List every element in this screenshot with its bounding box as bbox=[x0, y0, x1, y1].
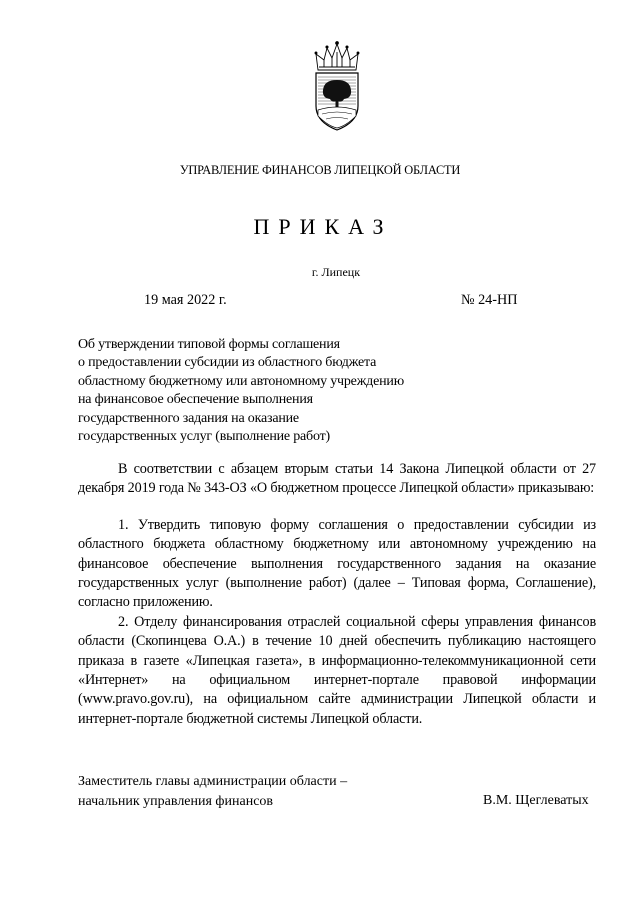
signatory-title bbox=[78, 772, 438, 811]
order-item-2: 2. Отделу финансирования отраслей социальной сферы управления финансов области (Скопинцева О.А.) в течение 10 дней обеспечить публикацию настоящего приказа в газете «Липецкая газета», в информационно-телекоммуникационной сети «Интернет» на официальном интернет-портале правовой информации (www.pravo.gov.ru), на официальном сайте администрации Липецкой области и интернет-портале бюджетной системы Липецкой области. bbox=[78, 613, 596, 727]
document-type-heading: ПРИКАЗ bbox=[253, 214, 393, 239]
subject-line: государственных услуг (выполнение работ) bbox=[78, 429, 330, 445]
signatory-title-line: начальник управления финансов bbox=[78, 793, 274, 809]
authority-name: УПРАВЛЕНИЕ ФИНАНСОВ ЛИПЕЦКОЙ ОБЛАСТИ bbox=[179, 163, 461, 177]
document-number: № 24-НП bbox=[461, 292, 518, 308]
signatory-name: В.М. Щеглеватых bbox=[483, 793, 589, 808]
subject-line: государственного задания на оказание bbox=[78, 410, 299, 426]
preamble-paragraph: В соответствии с абзацем вторым статьи 14 Закона Липецкой области от 27 декабря 2019 года № 343-ОЗ «О бюджетном процессе Липецкой области» приказываю: bbox=[78, 461, 596, 497]
subject-line: о предоставлении субсидии из областного бюджета bbox=[78, 355, 377, 371]
coat-of-arms-icon bbox=[310, 40, 364, 136]
signatory-title-line: Заместитель главы администрации области – bbox=[78, 774, 348, 789]
subject-line: областному бюджетному или автономному учреждению bbox=[78, 373, 404, 389]
order-item-1: 1. Утвердить типовую форму соглашения о предоставлении субсидии из областного бюджета областному бюджетному или автономному учреждению на финансовое обеспечение выполнения государственного задания на оказание государственных услуг (выполнение работ) (далее – Типовая форма, Соглашение), согласно приложению. bbox=[78, 516, 596, 611]
city-line: г. Липецк bbox=[311, 265, 361, 279]
document-date: 19 мая 2022 г. bbox=[144, 292, 227, 308]
order-body bbox=[78, 460, 596, 729]
order-subject bbox=[78, 336, 518, 446]
subject-line: на финансовое обеспечение выполнения bbox=[78, 392, 313, 408]
subject-line: Об утверждении типовой формы соглашения bbox=[78, 337, 340, 352]
